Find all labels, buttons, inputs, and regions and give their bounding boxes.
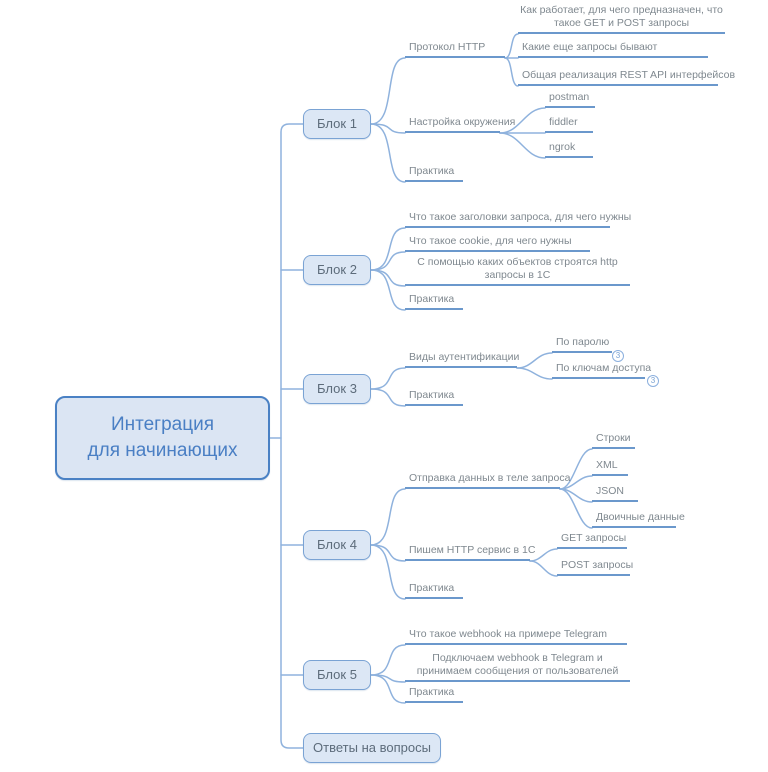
leaf-by-password[interactable]: По паролю <box>552 336 612 353</box>
leaf-json[interactable]: JSON <box>592 485 638 502</box>
topic-connect-webhook[interactable]: Подключаем webhook в Telegram и принимаем сообщения от пользователей <box>405 652 630 682</box>
leaf-post-requests[interactable]: POST запросы <box>557 559 630 576</box>
topic-practice-1[interactable]: Практика <box>405 165 463 182</box>
leaf-by-access-keys[interactable]: По ключам доступа <box>552 362 645 379</box>
leaf-how-it-works[interactable]: Как работает, для чего предназначен, что такое GET и POST запросы <box>518 4 725 34</box>
block-node-1[interactable]: Блок 1 <box>303 109 371 139</box>
topic-request-headers[interactable]: Что такое заголовки запроса, для чего нужны <box>405 211 610 228</box>
leaf-xml[interactable]: XML <box>592 459 628 476</box>
leaf-rest-api[interactable]: Общая реализация REST API интерфейсов <box>518 69 718 86</box>
topic-webhook-telegram[interactable]: Что такое webhook на примере Telegram <box>405 628 627 645</box>
root-node-label: Интеграция для начинающих <box>87 414 238 461</box>
leaf-strings[interactable]: Строки <box>592 432 635 449</box>
topic-practice-4[interactable]: Практика <box>405 582 463 599</box>
topic-auth-types[interactable]: Виды аутентификации <box>405 351 517 368</box>
leaf-ngrok[interactable]: ngrok <box>545 141 593 158</box>
topic-practice-3[interactable]: Практика <box>405 389 463 406</box>
root-node[interactable] <box>55 396 270 480</box>
topic-http-objects-1c[interactable]: С помощью каких объектов строятся http запросы в 1С <box>405 256 630 286</box>
leaf-other-requests[interactable]: Какие еще запросы бывают <box>518 41 708 58</box>
block-node-2[interactable]: Блок 2 <box>303 255 371 285</box>
topic-environment-setup[interactable]: Настройка окружения <box>405 116 500 133</box>
topic-practice-2[interactable]: Практика <box>405 293 463 310</box>
topic-practice-5[interactable]: Практика <box>405 686 463 703</box>
block-node-4[interactable]: Блок 4 <box>303 530 371 560</box>
block-node-5[interactable]: Блок 5 <box>303 660 371 690</box>
topic-http-service-1c[interactable]: Пишем HTTP сервис в 1С <box>405 544 530 561</box>
leaf-binary-data[interactable]: Двоичные данные <box>592 511 676 528</box>
leaf-get-requests[interactable]: GET запросы <box>557 532 627 549</box>
topic-cookies[interactable]: Что такое cookie, для чего нужны <box>405 235 590 252</box>
topic-send-body-data[interactable]: Отправка данных в теле запроса <box>405 472 560 489</box>
answers-node[interactable]: Ответы на вопросы <box>303 733 441 763</box>
topic-protocol-http[interactable]: Протокол HTTP <box>405 41 505 58</box>
collapsed-count-badge[interactable]: 3 <box>612 350 624 362</box>
leaf-postman[interactable]: postman <box>545 91 595 108</box>
collapsed-count-badge[interactable]: 3 <box>647 375 659 387</box>
leaf-fiddler[interactable]: fiddler <box>545 116 593 133</box>
block-node-3[interactable]: Блок 3 <box>303 374 371 404</box>
